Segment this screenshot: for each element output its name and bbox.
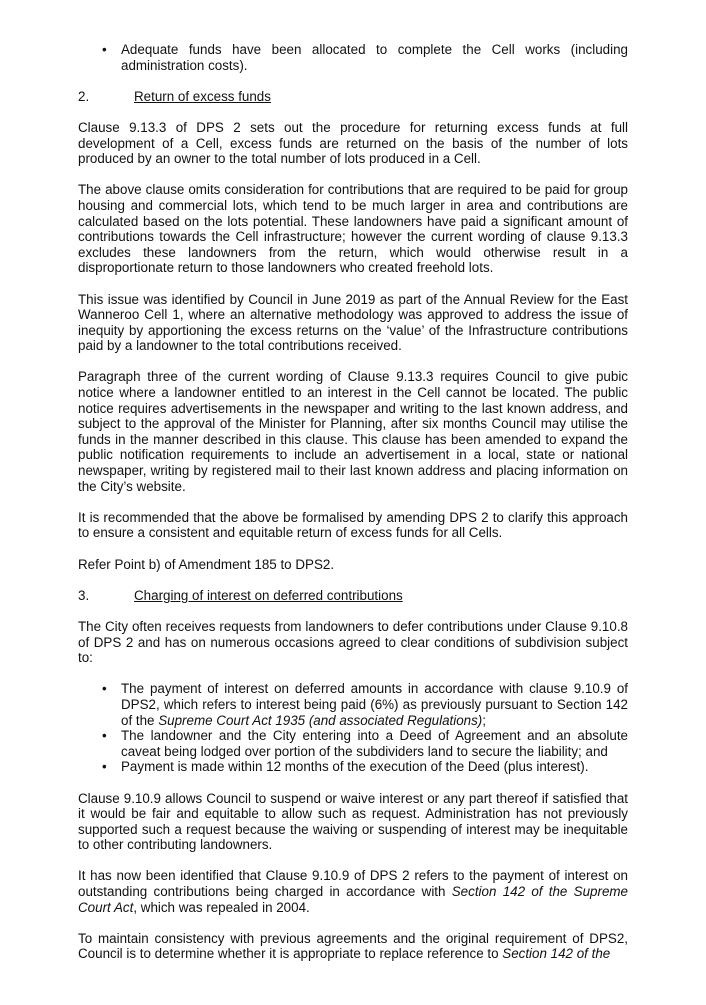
paragraph-text: It has now been identified that Clause 9.10.9 of DPS 2 refers to the payment of interest on outstanding contributions being charged in accordance with [78,868,628,900]
document-page [78,42,628,978]
paragraph: This issue was identified by Council in June 2019 as part of the Annual Review for the East Wanneroo Cell 1, where an alternative methodology was approved to address the issue of inequity by apportioning the excess returns on the ‘value’ of the Infrastructure contributions paid by a landowner to the total contributions received. [78,291,628,354]
top-bullet-list [78,42,628,73]
list-item-text: Adequate funds have been allocated to complete the Cell works (including administration costs). [121,42,628,73]
act-name-italic: Section 142 of the Supreme Court Act [78,884,628,915]
list-item-text-end: ; [482,712,487,728]
paragraph: The above clause omits consideration for contributions that are required to be paid for group housing and commercial lots, which tend to be much larger in area and contributions are calculated based on the lots potential. These landowners have paid a significant amount of contributions towards the Cell infrastructure; however the current wording of clause 9.13.3 excludes these landowners from the return, which would otherwise result in a disproportionate return to those landowners who created freehold lots. [78,182,628,276]
section-2-heading [78,89,628,105]
paragraph-text-end: , which was repealed in 2004. [133,899,310,915]
act-name-italic: Section 142 of the [502,946,611,962]
conditions-bullet-list [78,681,628,775]
paragraph: It is recommended that the above be formalised by amending DPS 2 to clarify this approach to ensure a consistent and equitable return of excess funds for all Cells. [78,509,628,541]
section-title: Return of excess funds [134,88,271,104]
paragraph: Paragraph three of the current wording of Clause 9.13.3 requires Council to give pubic notice where a landowner entitled to an interest in the Cell cannot be located. The public notice requires advertisements in the newspaper and writing to the last known address, and subject to the approval of the Minister for Planning, after six months Council may utilise the funds in the manner described in this clause. This clause has been amended to expand the public notification requirements to include an advertisement in a local, state or national newspaper, writing by registered mail to their last known address and placing information on the City’s website. [78,369,628,494]
list-item [78,681,628,728]
section-title: Charging of interest on deferred contributions [134,587,403,603]
paragraph: Clause 9.10.9 allows Council to suspend or waive interest or any part thereof if satisfied that it would be fair and equitable to allow such as request. Administration has not previously supported such a request because the waiving or suspending of interest may be inequitable to other contributing landowners. [78,790,628,853]
section-number: 3. [78,587,90,603]
bullet-icon: • [102,728,107,744]
paragraph: Refer Point b) of Amendment 185 to DPS2. [78,556,335,572]
paragraph: Clause 9.13.3 of DPS 2 sets out the procedure for returning excess funds at full development of a Cell, excess funds are returned on the basis of the number of lots produced by an owner to the total number of lots produced in a Cell. [78,119,628,167]
list-item-text: The payment of interest on deferred amounts in accordance with clause 9.10.9 of DPS2, which refers to interest being paid (6%) as previously pursuant to Section 142 of the [121,681,628,728]
bullet-icon: • [102,681,107,697]
paragraph-text: To maintain consistency with previous agreements and the original requirement of DPS2, Council is to determine whether it is appropriate to replace reference to [78,930,628,962]
bullet-icon: • [102,759,107,775]
bullet-icon: • [102,42,107,57]
paragraph [78,931,628,962]
list-item [78,42,628,73]
paragraph: The City often receives requests from landowners to defer contributions under Clause 9.10.8 of DPS 2 and has on numerous occasions agreed to clear conditions of subdivision subject to: [78,618,628,666]
section-3-heading [78,588,628,604]
list-item [78,759,628,775]
list-item-text: The landowner and the City entering into a Deed of Agreement and an absolute caveat being lodged over portion of the subdividers land to secure the liability; and [121,728,628,759]
list-item [78,728,628,759]
act-name-italic: Supreme Court Act 1935 (and associated Regulations) [158,712,483,728]
list-item-text: Payment is made within 12 months of the execution of the Deed (plus interest). [121,759,589,775]
section-number: 2. [78,88,90,104]
paragraph [78,868,628,915]
